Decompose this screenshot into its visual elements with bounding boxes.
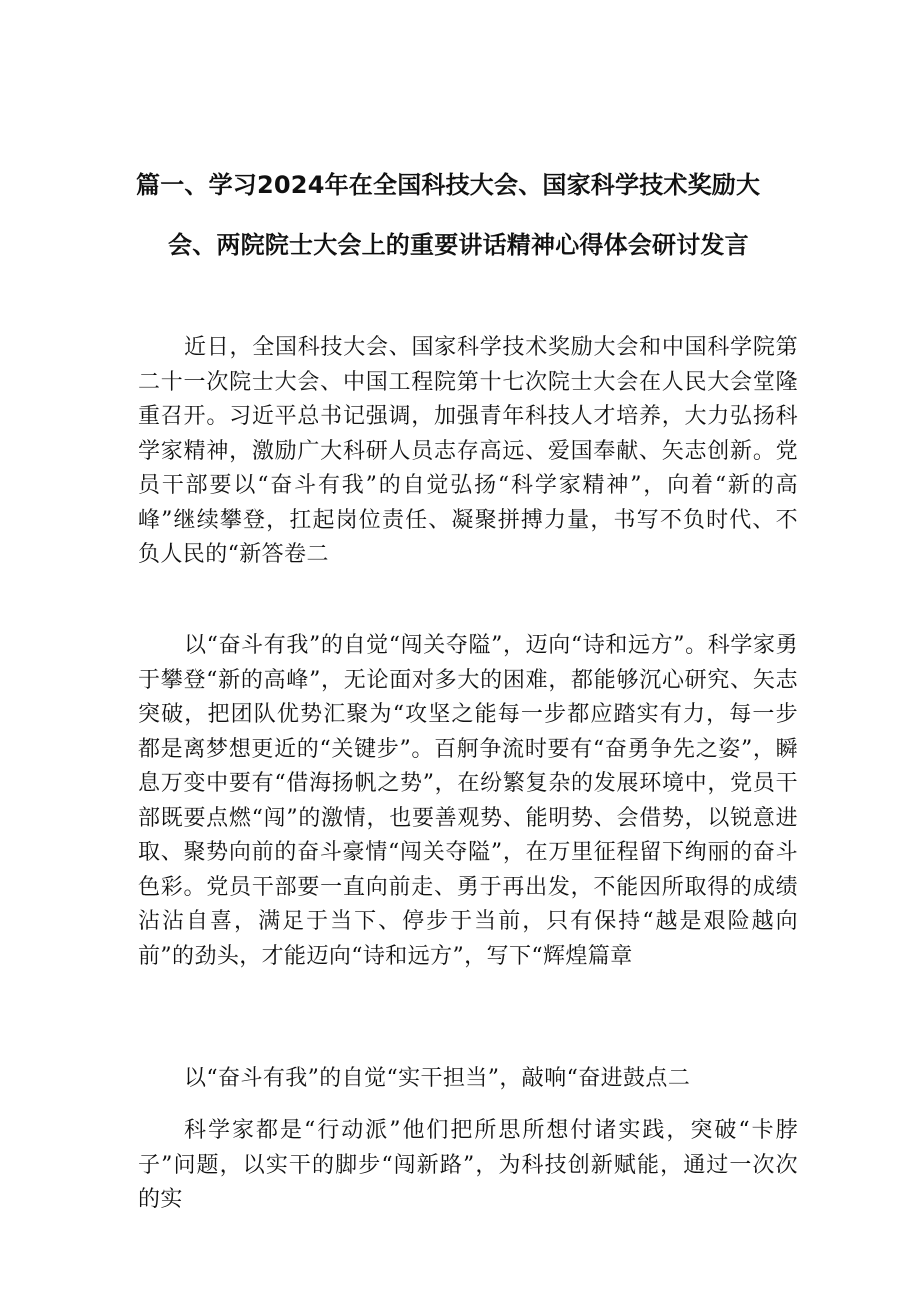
paragraph-section-2-body: 科学家都是“行动派”他们把所思所想付诸实践，突破“卡脖子”问题，以实干的脚步“闯新路”，为科技创新赋能，通过一次次的实 bbox=[138, 1118, 798, 1212]
paragraph-intro: 近日，全国科技大会、国家科学技术奖励大会和中国科学院第二十一次院士大会、中国工程院第十七次院士大会在人民大会堂隆重召开。习近平总书记强调，加强青年科技人才培养，大力弘扬科学家精神，激励广大科研人员志存高远、爱国奉献、矢志创新。党员干部要以“奋斗有我”的自觉弘扬“科学家精神”，向着“新的高峰”继续攀登，扛起岗位责任、凝聚拼搏力量，书写不负时代、不负人民的“新答卷二 bbox=[138, 335, 798, 567]
paragraph-section-1: 以“奋斗有我”的自觉“闯关夺隘”，迈向“诗和远方”。科学家勇于攀登“新的高峰”，无论面对多大的困难，都能够沉心研究、矢志突破，把团队优势汇聚为“攻坚之能每一步都应踏实有力，每一步都是离梦想更近的“关键步”。百舸争流时要有“奋勇争先之姿”，瞬息万变中要有“借海扬帆之势”，在纷繁复杂的发展环境中，党员干部既要点燃“闯”的激情，也要善观势、能明势、会借势，以锐意进取、聚势向前的奋斗豪情“闯关夺隘”，在万里征程留下绚丽的奋斗色彩。党员干部要一直向前走、勇于再出发，不能因所取得的成绩沾沾自喜，满足于当下、停步于当前，只有保持“越是艰险越向前”的劲头，才能迈向“诗和远方”，写下“辉煌篇章 bbox=[138, 633, 798, 969]
document-title-line-1: 篇一、学习2024年在全国科技大会、国家科学技术奖励大 bbox=[136, 171, 761, 199]
document-title-line-2: 会、两院院士大会上的重要讲话精神心得体会研讨发言 bbox=[168, 231, 749, 259]
paragraph-section-2-heading: 以“奋斗有我”的自觉“实干担当”，敲响“奋进鼓点二 bbox=[184, 1066, 691, 1091]
